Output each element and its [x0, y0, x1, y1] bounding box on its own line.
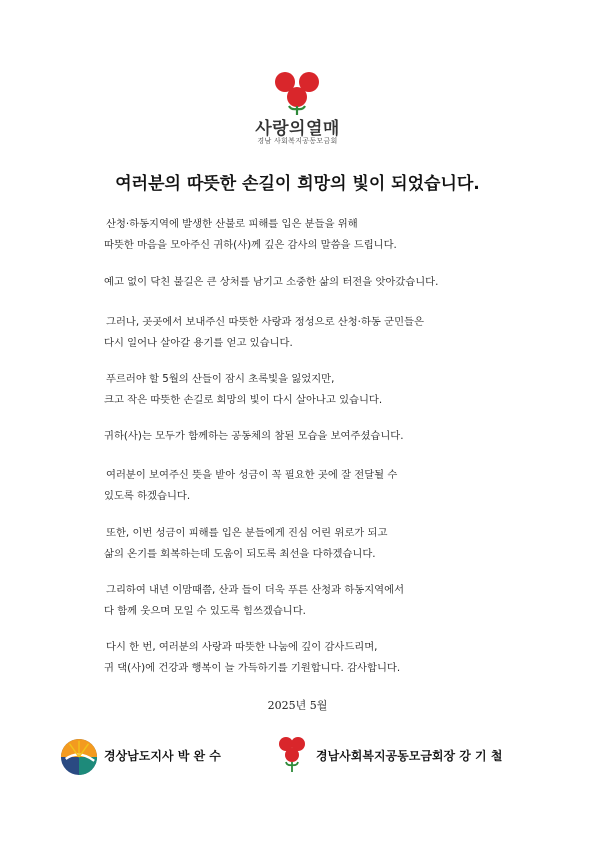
governor-signature: 경상남도지사 박 완 수 — [104, 749, 221, 763]
letter-date: 2025년 5월 — [267, 699, 328, 712]
paragraph-6 — [104, 465, 544, 507]
paragraph-line: 다 함께 웃으며 모일 수 있도록 힘쓰겠습니다. — [104, 605, 306, 617]
paragraph-8 — [104, 580, 544, 622]
paragraph-line: 삶의 온기를 회복하는데 도움이 되도록 최선을 다하겠습니다. — [104, 548, 376, 560]
paragraph-line: 다시 한 번, 여러분의 사랑과 따뜻한 나눔에 깊이 감사드리며, — [106, 641, 378, 653]
three-red-fruits-icon — [277, 735, 307, 773]
paragraph-3 — [104, 312, 544, 354]
fruit-bottom — [287, 87, 307, 107]
paragraph-line: 있도록 하겠습니다. — [104, 490, 191, 502]
paragraph-line: 크고 작은 따뜻한 손길로 희망의 빛이 다시 살아나고 있습니다. — [104, 394, 383, 406]
gyeongnam-province-emblem-icon — [60, 738, 98, 776]
paragraph-line: 푸르러야 할 5월의 산들이 잠시 초록빛을 잃었지만, — [106, 373, 335, 385]
brand-subtitle: 경남 사회복지공동모금회 — [257, 137, 338, 145]
brand-name: 사랑의열매 — [255, 119, 340, 139]
paragraph-1 — [104, 214, 544, 256]
three-red-fruits-icon — [265, 66, 329, 116]
paragraph-line: 예고 없이 닥친 불길은 큰 상처를 남기고 소중한 삶의 터전을 앗아갔습니다. — [104, 276, 439, 288]
paragraph-line: 여러분이 보여주신 뜻을 받아 성금이 꼭 필요한 곳에 잘 전달될 수 — [106, 469, 398, 481]
paragraph-line: 따뜻한 마음을 모아주신 귀하(사)께 깊은 감사의 말씀을 드립니다. — [104, 239, 397, 251]
paragraph-7 — [104, 523, 544, 565]
paragraph-2 — [104, 272, 544, 293]
paragraph-9 — [104, 637, 544, 679]
letter-title: 여러분의 따뜻한 손길이 희망의 빛이 되었습니다. — [115, 174, 480, 194]
paragraph-line: 산청·하동지역에 발생한 산불로 피해를 입은 분들을 위해 — [106, 218, 358, 230]
chairman-signature: 경남사회복지공동모금회장 강 기 철 — [316, 749, 503, 763]
paragraph-line: 그러나, 곳곳에서 보내주신 따뜻한 사랑과 정성으로 산청·하동 군민들은 — [106, 316, 424, 328]
paragraph-line: 또한, 이번 성금이 피해를 입은 분들에게 진심 어린 위로가 되고 — [106, 527, 388, 539]
paragraph-line: 그리하여 내년 이맘때쯤, 산과 들이 더욱 푸른 산청과 하동지역에서 — [106, 584, 405, 596]
paragraph-line: 귀하(사)는 모두가 함께하는 공동체의 참된 모습을 보여주셨습니다. — [104, 430, 404, 442]
paragraph-line: 다시 일어나 살아갈 용기를 얻고 있습니다. — [104, 337, 293, 349]
paragraph-line: 귀 댁(사)에 건강과 행복이 늘 가득하기를 기원합니다. 감사합니다. — [104, 662, 401, 674]
paragraph-4 — [104, 369, 544, 411]
paragraph-5 — [104, 426, 544, 447]
